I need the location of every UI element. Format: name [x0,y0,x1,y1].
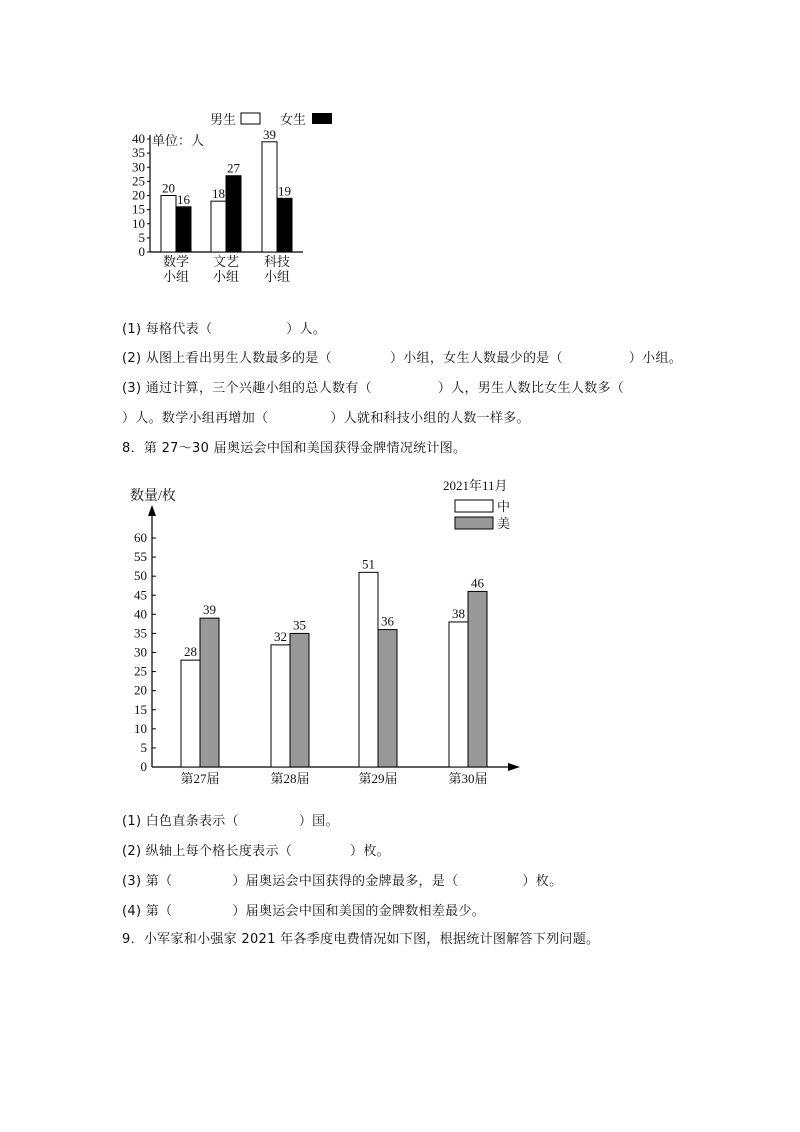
bar [200,618,219,767]
y-tick-label: 50 [134,568,147,584]
bar-value-label: 19 [278,183,291,199]
q9-title: 9．小军家和小强家 2021 年各季度电费情况如下图，根据统计图解答下列问题。 [122,932,600,947]
category-label: 数学 [162,254,190,269]
bar-value-label: 46 [471,575,484,591]
bar-value-label: 35 [293,617,306,633]
y-tick-label: 0 [138,244,145,259]
category-label: 小组 [263,269,291,284]
bar-value-label: 38 [452,605,465,621]
legend-china-swatch [455,500,493,512]
y-axis-arrow [148,505,156,516]
bar [378,630,397,767]
group-gender-bar-chart [120,100,360,290]
category-label: 第29届 [358,771,398,786]
olympic-gold-bar-chart [120,470,540,800]
bar [161,196,176,253]
category-label: 第30届 [448,771,488,786]
category-label: 第27届 [180,771,220,786]
y-tick-label: 60 [134,530,147,545]
unit-label: 单位：人 [152,133,205,148]
q8-3: (3) 第（ ）届奥运会中国获得的金牌最多，是（ ）枚。 [122,874,563,889]
category-label: 第28届 [270,771,310,786]
q7-1: (1) 每格代表（ ）人。 [122,322,327,337]
q7-2: (2) 从图上看出男生人数最多的是（ ）小组，女生人数最少的是（ ）小组。 [122,351,683,366]
category-label: 小组 [212,269,240,284]
bar-value-label: 28 [184,644,197,660]
bar-value-label: 39 [203,602,216,618]
y-tick-label: 30 [134,644,147,660]
q8-title: 8．第 27～30 届奥运会中国和美国获得金牌情况统计图。 [122,441,467,456]
bar-value-label: 16 [177,191,190,207]
y-tick-label: 55 [134,549,147,565]
category-label: 文艺 [212,254,240,269]
y-tick-label: 15 [134,701,147,717]
y-tick-label: 45 [134,587,147,603]
legend-boys-swatch [241,113,260,124]
y-tick-label: 35 [132,145,145,161]
y-tick-label: 40 [134,606,147,622]
y-tick-label: 20 [134,682,147,698]
legend-boys-label: 男生 [210,112,237,127]
category-label: 小组 [162,269,190,284]
bar [277,198,292,252]
bar [226,176,241,252]
bar [211,201,226,252]
legend-girls-label: 女生 [280,112,307,127]
x-axis-arrow [508,763,520,771]
bar [290,633,309,767]
bar [359,572,378,767]
bar-value-label: 36 [381,613,394,629]
q8-2: (2) 纵轴上每个格长度表示（ ）枚。 [122,844,390,859]
y-tick-label: 30 [132,159,145,175]
bar [176,207,191,252]
y-tick-label: 0 [140,759,147,774]
legend-usa-label: 美 [497,516,511,531]
bar [271,645,290,767]
q7-3b: ）人。数学小组再增加（ ）人就和科技小组的人数一样多。 [122,411,530,426]
category-label: 科技 [263,254,291,269]
bar-value-label: 51 [362,556,375,572]
legend-usa-swatch [455,517,493,529]
q8-4: (4) 第（ ）届奥运会中国和美国的金牌数相差最少。 [122,904,486,919]
bar-value-label: 20 [162,180,175,196]
bar [468,591,487,767]
y-tick-label: 15 [132,201,145,217]
y-tick-label: 20 [132,187,145,203]
y-tick-label: 5 [138,229,145,245]
legend [210,112,332,127]
bar-value-label: 39 [263,126,276,142]
chart-note: 2021年11月 [443,478,508,493]
legend [455,499,510,531]
y-tick-label: 35 [134,625,147,641]
bar-value-label: 27 [227,160,240,176]
y-axis-title: 数量/枚 [130,489,176,504]
bar [449,622,468,767]
y-tick-label: 40 [132,131,145,146]
bar-value-label: 32 [274,628,287,644]
legend-china-label: 中 [497,499,511,514]
q8-1: (1) 白色直条表示（ ）国。 [122,814,339,829]
y-tick-label: 10 [134,720,147,736]
bar [181,660,200,767]
y-tick-label: 25 [132,173,145,189]
bar [262,142,277,252]
legend-girls-swatch [312,113,332,124]
y-tick-label: 5 [140,739,147,755]
q7-3a: (3) 通过计算，三个兴趣小组的总人数有（ ）人，男生人数比女生人数多（ [122,381,625,396]
y-tick-label: 10 [132,215,145,231]
y-tick-label: 25 [134,663,147,679]
bar-value-label: 18 [212,186,225,202]
